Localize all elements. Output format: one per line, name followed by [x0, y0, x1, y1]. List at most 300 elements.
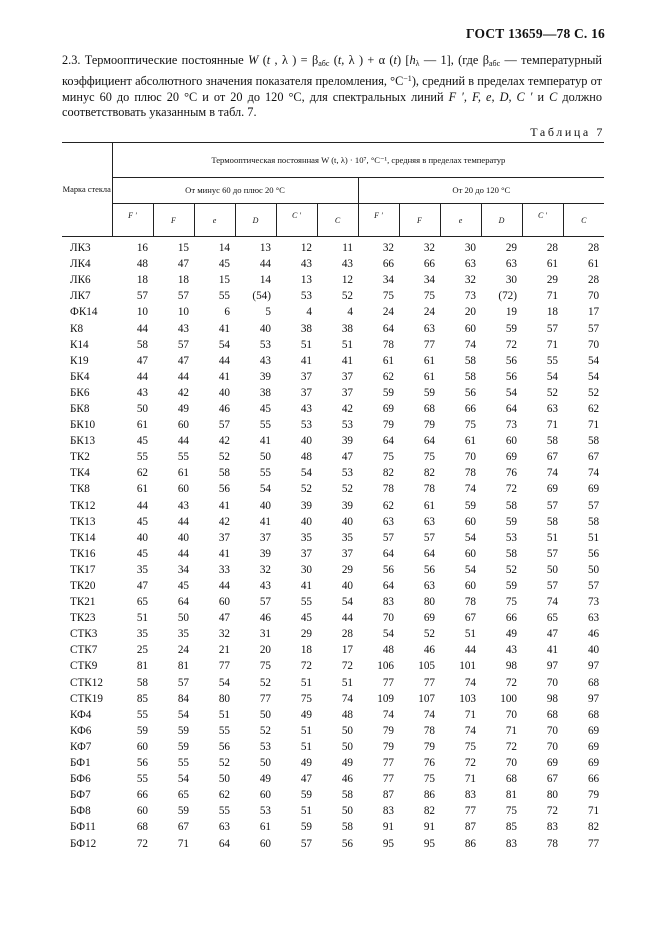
value-cell: 62	[218, 789, 230, 802]
glass-mark-cell: БФ12	[70, 837, 97, 850]
value-cell: 106	[377, 660, 394, 673]
spectral-line-header: C ′	[276, 204, 317, 237]
value-cell: 74	[341, 692, 353, 705]
value-cell: 49	[300, 708, 312, 721]
value-cell: 52	[341, 483, 353, 496]
value-cell: 74	[546, 467, 558, 480]
glass-mark-cell: ЛК4	[70, 258, 91, 271]
value-cell: 51	[587, 531, 600, 544]
value-cell: 60	[464, 547, 476, 560]
value-cell: 57	[259, 596, 271, 609]
value-cell: 51	[300, 676, 312, 689]
value-cell: 47	[341, 451, 353, 464]
value-cell: 61	[136, 483, 148, 496]
value-cell: 55	[136, 451, 148, 464]
value-cell: 46	[423, 644, 435, 657]
glass-mark-cell: КФ6	[70, 724, 92, 737]
value-cell: 18	[300, 644, 312, 657]
spectral-line-header: F ′	[358, 204, 399, 237]
value-cell: 58	[464, 370, 476, 383]
value-cell: 58	[136, 676, 148, 689]
value-cell: 70	[587, 290, 600, 303]
value-cell: 52	[218, 757, 230, 770]
value-cell: 71	[464, 773, 476, 786]
glass-mark-cell: ЛК6	[70, 274, 91, 287]
value-cell: 40	[259, 499, 271, 512]
spectral-line-header: D	[481, 204, 522, 237]
value-cell: 59	[136, 724, 148, 737]
value-cell: 53	[341, 467, 353, 480]
value-cell: 82	[587, 821, 600, 834]
value-cell: 80	[423, 596, 435, 609]
value-cell: 28	[587, 274, 600, 287]
value-cell: 59	[300, 789, 312, 802]
value-cell: 77	[382, 773, 394, 786]
value-cell: 34	[423, 274, 435, 287]
table-row	[62, 578, 604, 594]
value-cell: 69	[587, 724, 600, 737]
value-cell: 63	[423, 580, 435, 593]
value-cell: 32	[423, 242, 435, 255]
value-cell: 51	[300, 338, 312, 351]
value-cell: 57	[587, 580, 600, 593]
value-cell: 82	[382, 467, 394, 480]
value-cell: 58	[587, 435, 600, 448]
value-cell: 61	[259, 821, 271, 834]
table-row	[62, 610, 604, 626]
value-cell: 52	[546, 386, 558, 399]
value-cell: 66	[464, 402, 476, 415]
value-cell: 71	[587, 805, 600, 818]
value-cell: 56	[423, 563, 435, 576]
value-cell: 52	[587, 386, 600, 399]
value-cell: 61	[177, 467, 189, 480]
value-cell: 6	[224, 306, 230, 319]
glass-mark-cell: ЛК7	[70, 290, 91, 303]
value-cell: 49	[177, 402, 189, 415]
value-cell: 57	[177, 338, 189, 351]
value-cell: 52	[423, 628, 435, 641]
value-cell: 59	[177, 724, 189, 737]
table-row	[62, 562, 604, 578]
table-row	[62, 675, 604, 691]
table-row	[62, 707, 604, 723]
value-cell: 71	[587, 419, 600, 432]
value-cell: 56	[587, 547, 600, 560]
value-cell: 72	[505, 676, 517, 689]
value-cell: 11	[342, 242, 353, 255]
value-cell: 44	[218, 354, 230, 367]
value-cell: 44	[218, 580, 230, 593]
value-cell: 74	[423, 708, 435, 721]
value-cell: 29	[546, 274, 558, 287]
value-cell: 59	[505, 515, 517, 528]
value-cell: 79	[382, 419, 394, 432]
value-cell: 69	[587, 757, 600, 770]
value-cell: 58	[587, 515, 600, 528]
table-row	[62, 691, 604, 707]
value-cell: 31	[259, 628, 271, 641]
glass-mark-cell: СТК12	[70, 676, 103, 689]
value-cell: 44	[464, 644, 476, 657]
value-cell: 78	[382, 338, 394, 351]
value-cell: 45	[136, 435, 148, 448]
value-cell: 63	[546, 402, 558, 415]
value-cell: 67	[546, 773, 558, 786]
glass-mark-cell: БФ6	[70, 773, 91, 786]
value-cell: 75	[423, 451, 435, 464]
table-row	[62, 626, 604, 642]
value-cell: 19	[505, 306, 517, 319]
value-cell: 60	[218, 596, 230, 609]
glass-mark-cell: СТК9	[70, 660, 98, 673]
value-cell: 75	[464, 419, 476, 432]
table-row	[62, 320, 604, 336]
value-cell: 54	[341, 596, 353, 609]
value-cell: 46	[341, 773, 353, 786]
value-cell: 44	[259, 258, 271, 271]
table-row	[62, 385, 604, 401]
value-cell: 56	[341, 837, 353, 850]
value-cell: 79	[587, 789, 600, 802]
value-cell: 69	[587, 483, 600, 496]
value-cell: 58	[505, 547, 517, 560]
value-cell: (72)	[498, 290, 517, 303]
value-cell: 44	[136, 499, 148, 512]
value-cell: 52	[300, 483, 312, 496]
value-cell: 50	[341, 724, 353, 737]
value-cell: 46	[218, 402, 230, 415]
value-cell: 54	[464, 531, 476, 544]
glass-mark-cell: ТК12	[70, 499, 96, 512]
value-cell: 12	[300, 242, 312, 255]
value-cell: 47	[177, 354, 189, 367]
value-cell: 98	[505, 660, 517, 673]
value-cell: 60	[464, 515, 476, 528]
value-cell: 35	[136, 563, 148, 576]
value-cell: 70	[505, 757, 517, 770]
value-cell: 52	[505, 563, 517, 576]
value-cell: 63	[218, 821, 230, 834]
value-cell: 44	[177, 435, 189, 448]
value-cell: 53	[259, 805, 271, 818]
value-cell: 103	[459, 692, 476, 705]
value-cell: 44	[177, 370, 189, 383]
value-cell: 47	[218, 612, 230, 625]
value-cell: 77	[464, 805, 476, 818]
value-cell: 57	[546, 322, 558, 335]
table-row	[62, 819, 604, 835]
value-cell: 41	[341, 354, 353, 367]
value-cell: 46	[259, 612, 271, 625]
value-cell: 50	[546, 563, 558, 576]
value-cell: 77	[382, 676, 394, 689]
value-cell: 83	[382, 596, 394, 609]
value-cell: 37	[259, 531, 271, 544]
spectral-line-header: F	[399, 204, 440, 237]
value-cell: 73	[464, 290, 476, 303]
value-cell: 58	[341, 789, 353, 802]
value-cell: 75	[423, 290, 435, 303]
value-cell: 64	[505, 402, 517, 415]
value-cell: 49	[505, 628, 517, 641]
value-cell: 57	[300, 837, 312, 850]
value-cell: 56	[136, 757, 148, 770]
value-cell: 95	[382, 837, 394, 850]
value-cell: 57	[177, 290, 189, 303]
value-cell: 53	[259, 740, 271, 753]
value-cell: 54	[177, 708, 189, 721]
value-cell: 39	[259, 547, 271, 560]
value-cell: 70	[505, 708, 517, 721]
value-cell: 51	[300, 805, 312, 818]
value-cell: 77	[382, 757, 394, 770]
value-cell: 16	[136, 242, 148, 255]
glass-mark-cell: БФ7	[70, 789, 91, 802]
spectral-line-header: C	[563, 204, 604, 237]
value-cell: 35	[300, 531, 312, 544]
value-cell: 54	[382, 628, 394, 641]
value-cell: 65	[546, 612, 558, 625]
value-cell: 43	[300, 258, 312, 271]
value-cell: 50	[341, 805, 353, 818]
value-cell: 59	[423, 386, 435, 399]
value-cell: 38	[259, 386, 271, 399]
value-cell: 64	[218, 837, 230, 850]
value-cell: 64	[423, 547, 435, 560]
value-cell: 43	[177, 499, 189, 512]
value-cell: 97	[546, 660, 558, 673]
value-cell: 10	[177, 306, 189, 319]
value-cell: 30	[300, 563, 312, 576]
value-cell: 80	[218, 692, 230, 705]
value-cell: 50	[136, 402, 148, 415]
value-cell: 41	[546, 644, 558, 657]
value-cell: 52	[259, 676, 271, 689]
value-cell: 37	[341, 386, 353, 399]
value-cell: 37	[341, 547, 353, 560]
value-cell: 68	[587, 676, 600, 689]
value-cell: 65	[136, 596, 148, 609]
value-cell: 59	[382, 386, 394, 399]
value-cell: 57	[218, 419, 230, 432]
glass-mark-cell: ЛК3	[70, 242, 91, 255]
value-cell: 29	[505, 242, 517, 255]
value-cell: 48	[300, 451, 312, 464]
value-cell: 54	[218, 676, 230, 689]
glass-mark-cell: ТК21	[70, 596, 96, 609]
value-cell: 83	[546, 821, 558, 834]
value-cell: 50	[259, 708, 271, 721]
glass-mark-cell: ТК20	[70, 580, 96, 593]
value-cell: 56	[218, 483, 230, 496]
value-cell: 66	[505, 612, 517, 625]
value-cell: 60	[505, 435, 517, 448]
value-cell: 74	[546, 596, 558, 609]
spectral-line-header: F	[153, 204, 194, 237]
value-cell: 17	[341, 644, 353, 657]
value-cell: 33	[218, 563, 230, 576]
value-cell: 4	[306, 306, 312, 319]
value-cell: 68	[505, 773, 517, 786]
value-cell: 43	[300, 402, 312, 415]
value-cell: 41	[218, 547, 230, 560]
value-cell: 54	[464, 563, 476, 576]
value-cell: 51	[464, 628, 476, 641]
value-cell: 38	[341, 322, 353, 335]
glass-mark-cell: ТК13	[70, 515, 96, 528]
value-cell: 32	[382, 242, 394, 255]
value-cell: 40	[136, 531, 148, 544]
value-cell: 45	[300, 612, 312, 625]
value-cell: 5	[265, 306, 271, 319]
value-cell: 83	[464, 789, 476, 802]
value-cell: 58	[505, 499, 517, 512]
glass-mark-cell: БФ1	[70, 757, 91, 770]
table-row	[62, 498, 604, 514]
value-cell: 72	[300, 660, 312, 673]
value-cell: (54)	[252, 290, 271, 303]
value-cell: 40	[177, 531, 189, 544]
value-cell: 77	[259, 692, 271, 705]
value-cell: 41	[218, 370, 230, 383]
value-cell: 97	[587, 692, 600, 705]
table-row	[62, 546, 604, 562]
spectral-line-header: C ′	[522, 204, 563, 237]
value-cell: 40	[300, 435, 312, 448]
value-cell: 61	[423, 370, 435, 383]
value-cell: 45	[259, 402, 271, 415]
value-cell: 79	[382, 724, 394, 737]
value-cell: 72	[136, 837, 148, 850]
value-cell: 49	[300, 757, 312, 770]
value-cell: 70	[546, 724, 558, 737]
glass-mark-cell: ТК16	[70, 547, 96, 560]
value-cell: 67	[587, 451, 600, 464]
value-cell: 18	[136, 274, 148, 287]
value-cell: 71	[505, 724, 517, 737]
value-cell: 35	[177, 628, 189, 641]
glass-mark-cell: К8	[70, 322, 84, 335]
value-cell: 98	[546, 692, 558, 705]
value-cell: 75	[382, 451, 394, 464]
table-row	[62, 304, 604, 320]
value-cell: 41	[259, 515, 271, 528]
value-cell: 43	[136, 386, 148, 399]
value-cell: 43	[259, 580, 271, 593]
value-cell: 54	[177, 773, 189, 786]
value-cell: 71	[546, 290, 558, 303]
value-cell: 51	[300, 740, 312, 753]
value-cell: 74	[464, 483, 476, 496]
value-cell: 74	[382, 708, 394, 721]
value-cell: 50	[218, 773, 230, 786]
glass-mark-cell: К19	[70, 354, 89, 367]
glass-mark-cell: КФ7	[70, 740, 92, 753]
value-cell: 59	[464, 499, 476, 512]
value-cell: 72	[341, 660, 353, 673]
value-cell: 78	[423, 483, 435, 496]
value-cell: 45	[136, 547, 148, 560]
value-cell: 74	[464, 676, 476, 689]
table-row	[62, 835, 604, 851]
value-cell: 58	[218, 467, 230, 480]
value-cell: 14	[259, 274, 271, 287]
value-cell: 71	[464, 708, 476, 721]
value-cell: 76	[505, 467, 517, 480]
value-cell: 55	[177, 757, 189, 770]
value-cell: 82	[423, 805, 435, 818]
table-row	[62, 449, 604, 465]
value-cell: 64	[382, 435, 394, 448]
glass-mark-cell: БК10	[70, 419, 96, 432]
glass-mark-cell: СТК7	[70, 644, 98, 657]
value-cell: 85	[505, 821, 517, 834]
value-cell: 20	[259, 644, 271, 657]
table-row	[62, 755, 604, 771]
glass-mark-cell: ТК14	[70, 531, 96, 544]
value-cell: 34	[177, 563, 189, 576]
table-row	[62, 530, 604, 546]
value-cell: 32	[464, 274, 476, 287]
value-cell: 58	[464, 354, 476, 367]
value-cell: 38	[300, 322, 312, 335]
value-cell: 68	[423, 402, 435, 415]
glass-mark-cell: СТК3	[70, 628, 98, 641]
value-cell: 40	[341, 515, 353, 528]
table-row	[62, 481, 604, 497]
value-cell: 41	[300, 354, 312, 367]
value-cell: 67	[177, 821, 189, 834]
value-cell: 61	[136, 419, 148, 432]
value-cell: 52	[218, 451, 230, 464]
value-cell: 50	[341, 740, 353, 753]
value-cell: 51	[546, 531, 558, 544]
value-cell: 55	[218, 290, 230, 303]
value-cell: 50	[259, 451, 271, 464]
value-cell: 101	[459, 660, 476, 673]
value-cell: 55	[259, 419, 271, 432]
glass-mark-cell: БФ11	[70, 821, 96, 834]
value-cell: 85	[136, 692, 148, 705]
value-cell: 54	[218, 338, 230, 351]
value-cell: 61	[382, 354, 394, 367]
value-cell: 59	[300, 821, 312, 834]
value-cell: 74	[464, 338, 476, 351]
value-cell: 67	[464, 612, 476, 625]
glass-mark-cell: КФ4	[70, 708, 92, 721]
value-cell: 75	[505, 596, 517, 609]
value-cell: 66	[382, 258, 394, 271]
glass-mark-cell: ТК17	[70, 563, 96, 576]
value-cell: 34	[382, 274, 394, 287]
value-cell: 15	[177, 242, 189, 255]
value-cell: 47	[300, 773, 312, 786]
value-cell: 24	[177, 644, 189, 657]
value-cell: 55	[546, 354, 558, 367]
value-cell: 49	[259, 773, 271, 786]
value-cell: 68	[136, 821, 148, 834]
glass-mark-cell: БФ8	[70, 805, 91, 818]
value-cell: 70	[464, 451, 476, 464]
value-cell: 49	[341, 757, 353, 770]
value-cell: 78	[382, 483, 394, 496]
value-cell: 40	[341, 580, 353, 593]
value-cell: 77	[423, 676, 435, 689]
value-cell: 54	[259, 483, 271, 496]
value-cell: 66	[136, 789, 148, 802]
value-cell: 63	[464, 258, 476, 271]
